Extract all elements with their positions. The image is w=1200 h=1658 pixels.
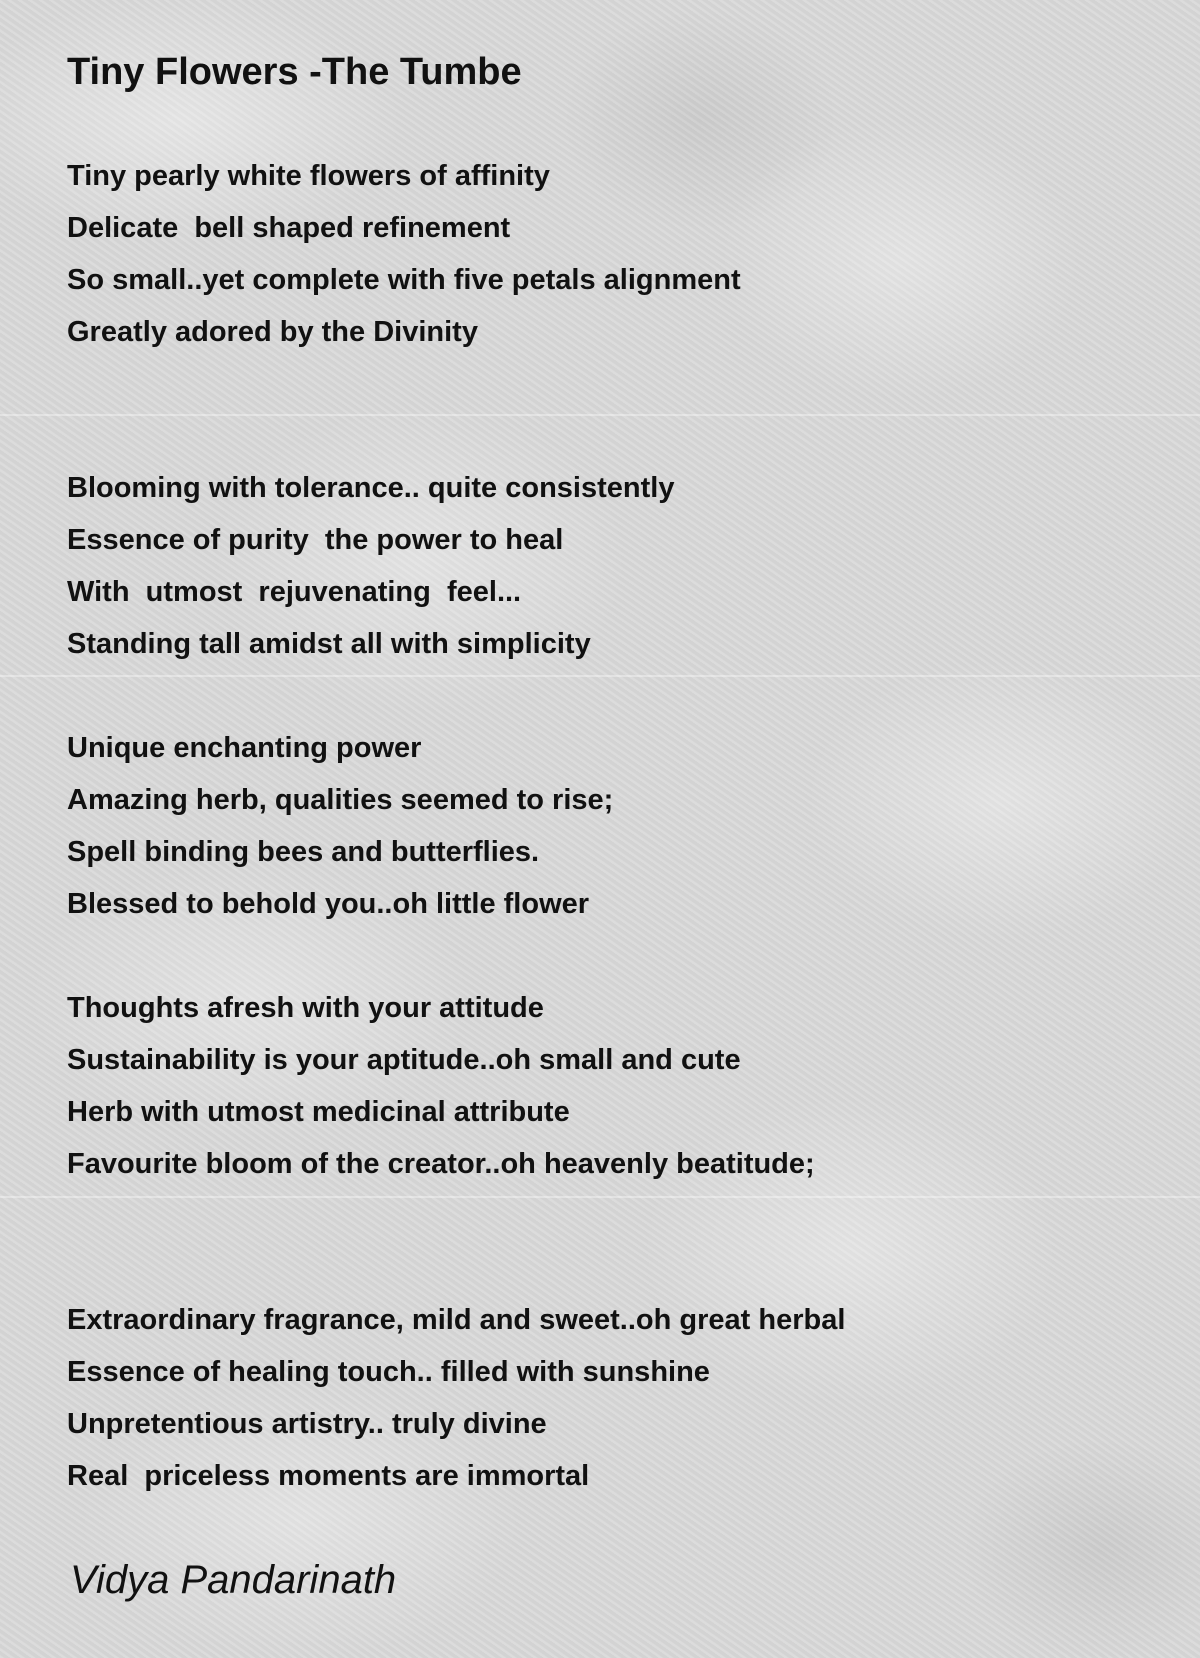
poem-line: Essence of healing touch.. filled with sunshine xyxy=(67,1356,710,1388)
stanza-1 xyxy=(67,150,845,358)
poem-line: Real priceless moments are immortal xyxy=(67,1460,590,1492)
poem-line: Favourite bloom of the creator..oh heavenly beatitude; xyxy=(67,1148,815,1180)
stanza-gap xyxy=(67,1190,845,1242)
stanza-gap xyxy=(67,410,845,462)
poem-line: Greatly adored by the Divinity xyxy=(67,316,478,348)
stanza-4 xyxy=(67,982,845,1190)
stanza-gap xyxy=(67,1242,845,1294)
poem-line: Essence of purity the power to heal xyxy=(67,524,564,556)
stanza-2 xyxy=(67,462,845,670)
poem-line: Delicate bell shaped refinement xyxy=(67,212,511,244)
poem-line: Unique enchanting power xyxy=(67,732,422,764)
author-name: Vidya Pandarinath xyxy=(70,1558,397,1602)
poem-line: Standing tall amidst all with simplicity xyxy=(67,628,591,660)
poem-title: Tiny Flowers -The Tumbe xyxy=(67,51,522,93)
poem-line: Unpretentious artistry.. truly divine xyxy=(67,1408,547,1440)
poem-body xyxy=(67,150,845,1502)
poem-line: Spell binding bees and butterflies. xyxy=(67,836,540,868)
poem-line: So small..yet complete with five petals alignment xyxy=(67,264,741,296)
poem-line: Blessed to behold you..oh little flower xyxy=(67,888,590,920)
stanza-gap xyxy=(67,930,845,982)
poem-line: Sustainability is your aptitude..oh small and cute xyxy=(67,1044,741,1076)
stanza-5 xyxy=(67,1294,845,1502)
poem-line: Blooming with tolerance.. quite consistently xyxy=(67,472,675,504)
stanza-gap xyxy=(67,358,845,410)
stanza-gap xyxy=(67,670,845,722)
poem-line: Amazing herb, qualities seemed to rise; xyxy=(67,784,614,816)
poem-line: Tiny pearly white flowers of affinity xyxy=(67,160,550,192)
poem-line: With utmost rejuvenating feel... xyxy=(67,576,522,608)
poem-line: Extraordinary fragrance, mild and sweet..oh great herbal xyxy=(67,1304,846,1336)
stanza-3 xyxy=(67,722,845,930)
poem-line: Herb with utmost medicinal attribute xyxy=(67,1096,570,1128)
poem-line: Thoughts afresh with your attitude xyxy=(67,992,544,1024)
